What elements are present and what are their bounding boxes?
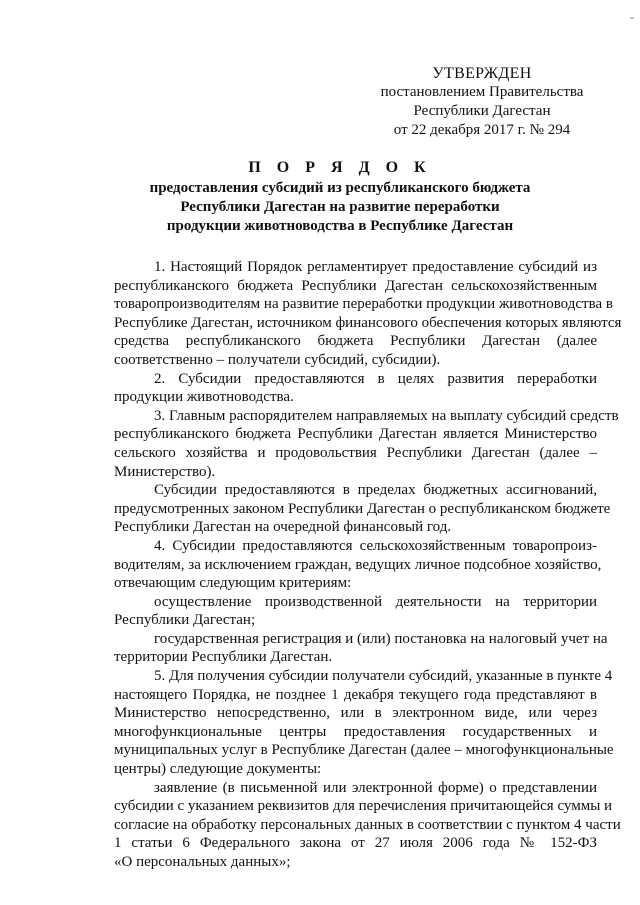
paragraph-line: осуществление производственной деятельности на территории	[154, 593, 597, 610]
paragraph-line: 1 статьи 6 Федерального закона от 27 июля 2006 года № 152-ФЗ	[114, 835, 597, 852]
approval-heading: УТВЕРЖДЕН	[432, 65, 532, 82]
document-title	[70, 158, 610, 236]
paragraph	[74, 593, 597, 630]
paragraph-line: продукции животноводства.	[114, 389, 294, 406]
document-body	[74, 258, 622, 872]
paragraph-line: настоящего Порядка, не позднее 1 декабря текущего года представляют в	[114, 686, 597, 703]
paragraph	[74, 630, 608, 667]
paragraph-line: Субсидии предоставляются в пределах бюджетных ассигнований,	[154, 482, 597, 499]
paragraph-line: средства республиканского бюджета Республики Дагестан (далее	[114, 333, 597, 350]
approval-line-2: Республики Дагестан	[413, 103, 551, 119]
paragraph-line: многофункциональные центры предоставления государственных и	[114, 723, 597, 740]
approval-stamp	[362, 64, 602, 140]
paragraph-line: Министерство).	[114, 463, 216, 480]
title-line-1: предоставления субсидий из республиканского бюджета	[149, 180, 531, 196]
paragraph-line: предусмотренных законом Республики Дагестан о республиканском бюджете	[114, 500, 611, 517]
paragraph-line: согласие на обработку персональных данных в соответствии с пунктом 4 части	[114, 816, 621, 833]
paragraph-line: субсидии с указанием реквизитов для перечисления причитающейся суммы и	[114, 798, 613, 815]
paragraph	[74, 779, 621, 872]
paragraph	[74, 667, 614, 779]
paragraph-line: 5. Для получения субсидии получатели субсидий, указанные в пункте 4	[154, 668, 613, 685]
paragraph-line: 4. Субсидии предоставляются сельскохозяйственным товаропроиз-	[154, 537, 597, 554]
title-line-2: Республики Дагестан на развитие переработки	[180, 199, 500, 215]
paragraph-line: республиканского бюджета Республики Дагестан является Министерство	[114, 426, 597, 443]
paragraph-line: муниципальных услуг в Республике Дагестан (далее – многофункциональные	[114, 742, 614, 759]
paragraph-line: территории Республики Дагестан.	[114, 649, 333, 666]
paragraph-line: товаропроизводителям на развитие переработки продукции животноводства в	[114, 296, 613, 313]
paragraph-line: Республике Дагестан, источником финансового обеспечения которых являются	[114, 314, 622, 331]
paragraph-line: 3. Главным распорядителем направляемых на выплату субсидий средств	[154, 407, 619, 424]
approval-line-3: от 22 декабря 2017 г. № 294	[393, 122, 571, 138]
paragraph-line: водителям, за исключением граждан, ведущих личное подсобное хозяйство,	[114, 556, 602, 573]
paragraph-line: 1. Настоящий Порядок регламентирует предоставление субсидий из	[154, 259, 597, 275]
paragraph-line: соответственно – получатели субсидий, субсидии).	[114, 351, 441, 368]
paragraph-line: Республики Дагестан;	[114, 612, 256, 629]
title-main: П О Р Я Д О К	[248, 159, 432, 176]
paragraph	[74, 370, 597, 407]
paragraph-line: государственная регистрация и (или) постановка на налоговый учет на	[154, 630, 608, 647]
paragraph-line: заявление (в письменной или электронной форме) о представлении	[154, 779, 597, 796]
paragraph	[74, 258, 622, 370]
paragraph-line: Республики Дагестан на очередной финансовый год.	[114, 519, 452, 536]
paragraph	[74, 407, 619, 481]
paragraph-line: Министерство непосредственно, или в электронном виде, или через	[114, 705, 597, 722]
paragraph-line: республиканского бюджета Республики Дагестан сельскохозяйственным	[114, 277, 597, 294]
paragraph-line: 2. Субсидии предоставляются в целях развития переработки	[154, 370, 597, 387]
paragraph	[74, 481, 611, 537]
title-line-3: продукции животноводства в Республике Дагестан	[166, 218, 514, 234]
approval-line-1: постановлением Правительства	[380, 84, 584, 100]
page-mark: -	[630, 10, 634, 24]
paragraph-line: центры) следующие документы:	[114, 761, 322, 778]
paragraph-line: «О персональных данных»;	[114, 854, 291, 870]
paragraph-line: отвечающим следующим критериям:	[114, 575, 352, 592]
paragraph-line: сельского хозяйства и продовольствия Республики Дагестан (далее –	[114, 444, 597, 461]
paragraph	[74, 537, 602, 593]
